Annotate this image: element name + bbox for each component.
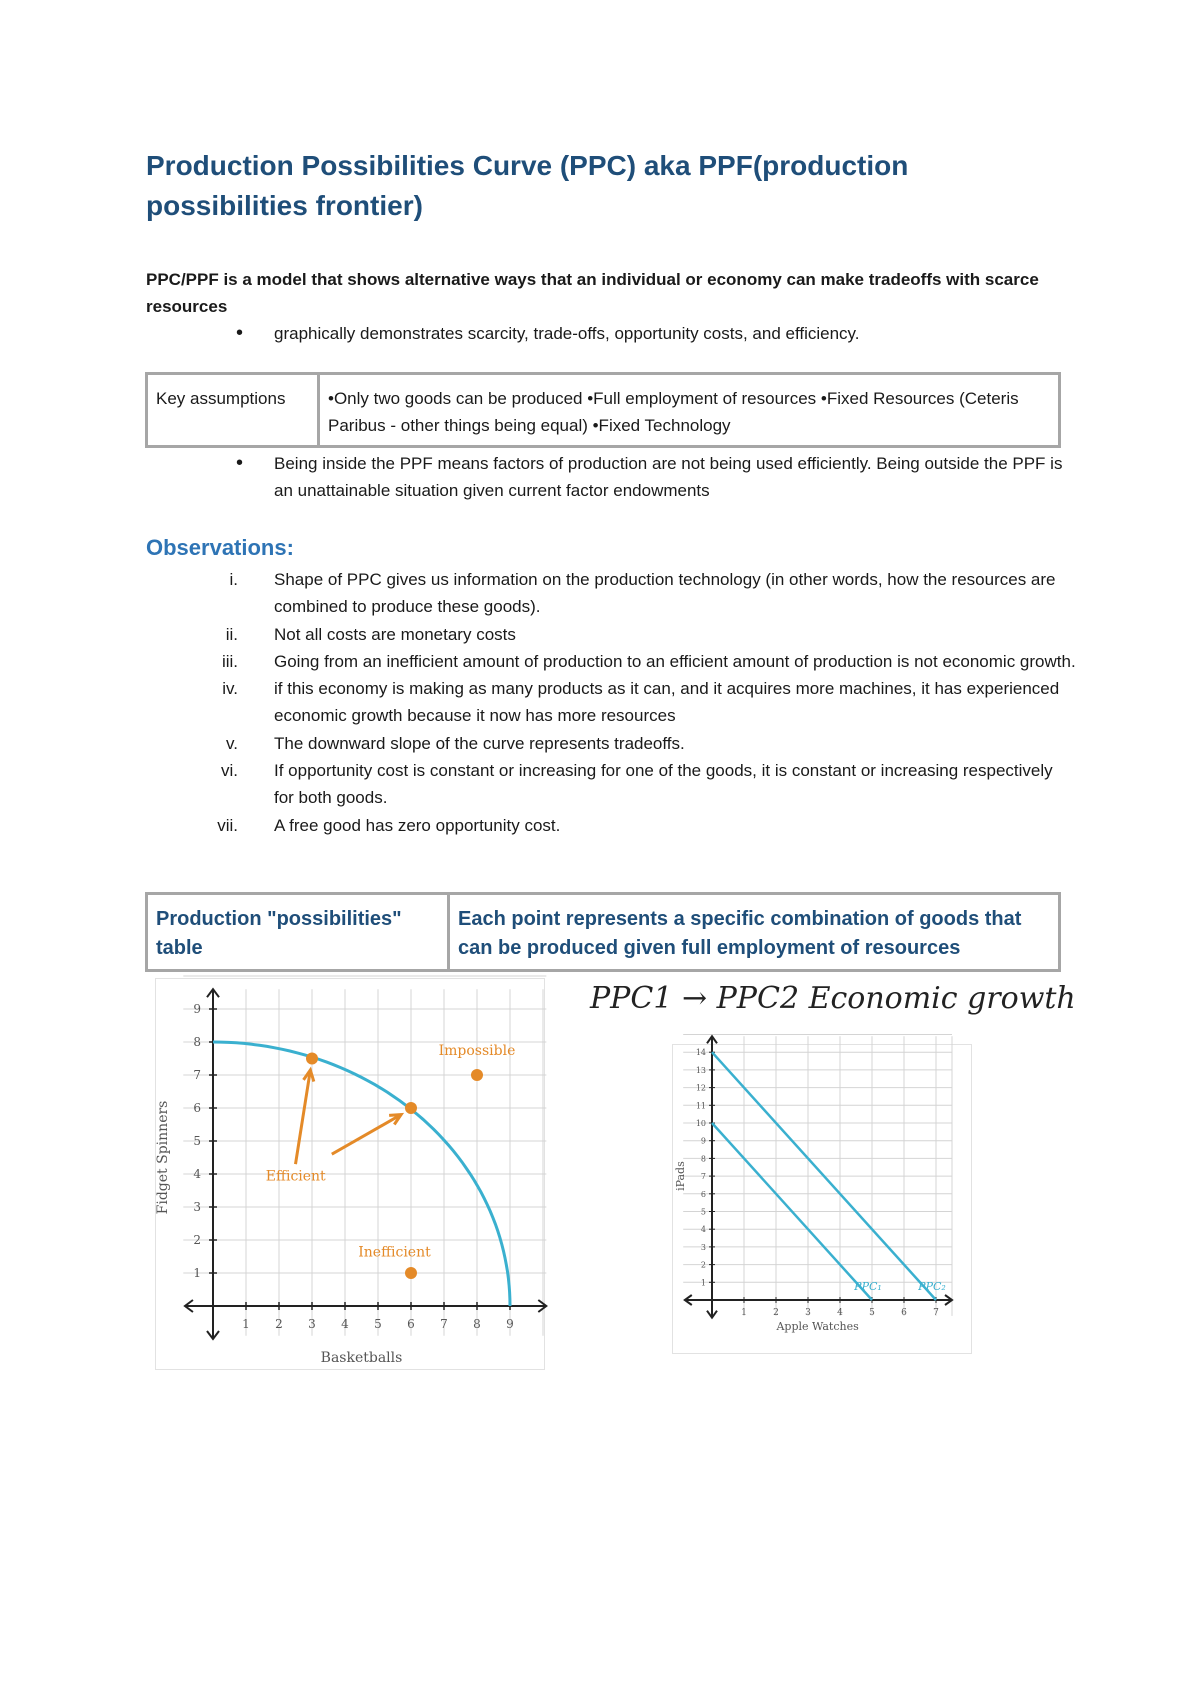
y-tick-label: 8: [193, 1035, 201, 1049]
point-impossible: [471, 1069, 483, 1081]
y-tick-label: 11: [695, 1101, 706, 1111]
assumptions-table: [145, 372, 1061, 448]
x-tick-label: 5: [374, 1317, 382, 1331]
y-tick-label: 4: [193, 1167, 201, 1181]
handwritten-note: [586, 976, 1076, 1026]
y-tick-label: 7: [700, 1172, 706, 1182]
y-tick-label: 12: [695, 1083, 706, 1093]
y-tick-label: 2: [700, 1260, 706, 1270]
observations-heading: Observations:: [146, 535, 294, 560]
y-tick-label: 1: [700, 1278, 706, 1288]
chart-frame: [673, 1045, 972, 1354]
bullet-text: Being inside the PPF means factors of production are not being used efficiently. Being outside the PPF is an unattainable situation given current factor endowments: [274, 454, 1063, 500]
observations-list: [146, 566, 1076, 839]
x-tick-label: 7: [440, 1317, 448, 1331]
impossible-label: Impossible: [438, 1043, 516, 1060]
list-item: [146, 648, 1076, 675]
y-tick-label: 4: [700, 1225, 706, 1235]
x-tick-label: 4: [341, 1317, 349, 1331]
intro-text: PPC/PPF is a model that shows alternative ways that an individual or economy can make tradeoffs with scarce resources: [146, 270, 1039, 316]
x-tick-label: 1: [242, 1317, 250, 1331]
y-tick-label: 5: [700, 1207, 706, 1217]
list-number: vii.: [217, 815, 238, 835]
ppc-chart-basketballs: [155, 978, 545, 1370]
y-tick-label: 5: [193, 1134, 201, 1148]
x-tick-label: 6: [407, 1317, 415, 1331]
y-tick-label: 10: [695, 1119, 706, 1128]
series-label-1: PPC₁: [854, 1280, 882, 1293]
assumptions-content: •Only two goods can be produced •Full employment of resources •Fixed Resources (Ceteris Paribus - other things being equal) •Fixed Technology: [328, 389, 1019, 435]
list-text: Shape of PPC gives us information on the production technology (in other words, how the resources are combined to produce these goods).: [274, 570, 1056, 617]
y-tick-label: 8: [700, 1154, 706, 1164]
y-tick-label: 1: [193, 1266, 201, 1280]
list-item: [146, 757, 1076, 812]
list-number: iii.: [221, 651, 238, 671]
list-text: Not all costs are monetary costs: [274, 624, 516, 644]
list-number: v.: [226, 733, 238, 753]
list-number: vi.: [221, 761, 238, 781]
bullet-icon: •: [236, 322, 244, 344]
y-tick-label: 9: [193, 1002, 201, 1016]
list-text: The downward slope of the curve represents tradeoffs.: [274, 733, 685, 753]
y-tick-label: 14: [695, 1048, 706, 1058]
x-axis-label: Apple Watches: [776, 1320, 859, 1333]
possibilities-table-right: Each point represents a specific combination of goods that can be produced given full employment of resources: [458, 908, 1022, 959]
x-tick-label: 8: [473, 1317, 481, 1331]
inefficient-label: Inefficient: [358, 1244, 431, 1261]
y-tick-label: 6: [193, 1101, 201, 1115]
list-item: [146, 621, 1076, 648]
possibilities-table-left: Production "possibilities" table: [148, 895, 450, 969]
x-tick-label: 3: [308, 1317, 316, 1331]
x-tick-label: 2: [275, 1317, 283, 1331]
list-text: if this economy is making as many products as it can, and it acquires more machines, it has experienced economic growth because it now has more resources: [274, 679, 1060, 726]
list-item: [146, 675, 1076, 730]
list-text: A free good has zero opportunity cost.: [274, 815, 561, 835]
y-tick-label: 13: [695, 1065, 706, 1075]
x-tick-label: 7: [933, 1308, 939, 1318]
list-number: i.: [229, 570, 238, 589]
x-tick-label: 3: [805, 1308, 811, 1318]
list-item: [146, 812, 1076, 839]
list-number: iv.: [222, 679, 238, 699]
point-inefficient: [405, 1267, 417, 1279]
efficient-label: Efficient: [265, 1168, 326, 1185]
handwritten-note-text: PPC1 → PPC2 Economic growth: [590, 981, 1076, 1016]
x-tick-label: 4: [837, 1308, 843, 1318]
y-tick-label: 6: [700, 1189, 706, 1199]
list-item: [146, 566, 1076, 621]
page-title: Production Possibilities Curve (PPC) aka PPF(production possibilities frontier): [146, 150, 909, 221]
x-tick-label: 2: [773, 1308, 779, 1318]
point-efficient: [306, 1053, 318, 1065]
y-axis-label: Fidget Spinners: [155, 1100, 171, 1215]
list-text: Going from an inefficient amount of production to an efficient amount of production is not economic growth.: [274, 651, 1076, 671]
point-efficient: [405, 1102, 417, 1114]
x-tick-label: 5: [869, 1308, 875, 1318]
x-axis-label: Basketballs: [320, 1350, 403, 1366]
y-tick-label: 7: [193, 1068, 201, 1082]
list-item: [146, 730, 1076, 757]
y-tick-label: 3: [700, 1242, 706, 1252]
x-tick-label: 9: [506, 1317, 514, 1331]
x-tick-label: 1: [741, 1308, 747, 1318]
x-tick-label: 6: [901, 1308, 907, 1318]
ppc-chart-growth: [672, 1044, 972, 1354]
possibilities-table: [145, 892, 1061, 972]
bullet-icon: •: [236, 452, 244, 474]
list-number: ii.: [225, 624, 238, 644]
y-axis-label: iPads: [674, 1161, 687, 1191]
y-tick-label: 3: [193, 1200, 201, 1214]
series-label-2: PPC₂: [918, 1280, 946, 1293]
list-text: If opportunity cost is constant or increasing for one of the goods, it is constant or increasing respectively for both goods.: [274, 761, 1053, 808]
y-tick-label: 9: [700, 1136, 706, 1146]
assumptions-label: Key assumptions: [148, 375, 320, 445]
y-tick-label: 2: [193, 1233, 201, 1247]
bullet-text: graphically demonstrates scarcity, trade-offs, opportunity costs, and efficiency.: [274, 324, 860, 343]
